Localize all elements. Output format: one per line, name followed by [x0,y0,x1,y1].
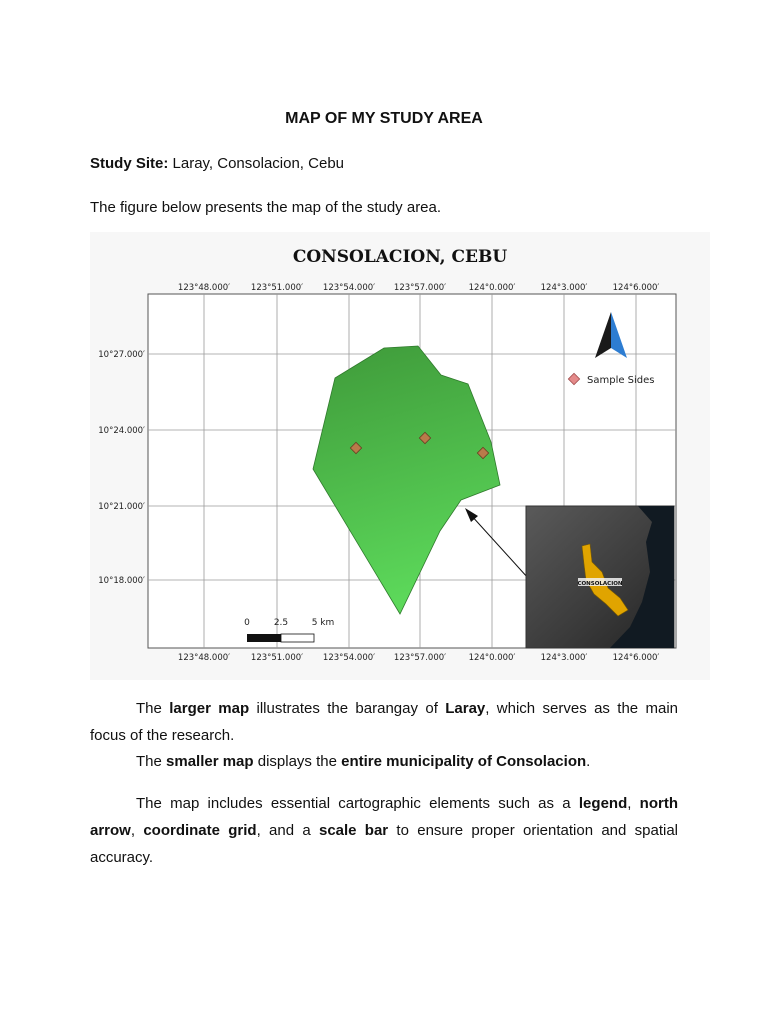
study-site-value: Laray, Consolacion, Cebu [168,155,345,172]
lon-label-top: 123°57.000′ [393,283,447,293]
lon-label-bottom: 124°3.000′ [540,653,588,663]
scale-tick-label: 5 km [311,618,335,628]
lon-label-top: 123°51.000′ [250,283,304,293]
text-run: , [130,822,144,839]
text-run: . [586,753,591,770]
scale-tick-label: 0 [244,618,250,628]
legend-label: Sample Sides [587,375,655,386]
lon-label-bottom: 123°48.000′ [177,653,231,663]
study-area-map-figure [90,232,710,680]
text-run: displays the [253,753,342,770]
lon-label-bottom: 124°6.000′ [612,653,660,663]
scale-tick-label: 2.5 [273,618,289,628]
lon-label-top: 124°3.000′ [540,283,588,293]
lon-label-bottom: 123°57.000′ [393,653,447,663]
paragraph-cartographic-elements [90,790,678,871]
text-run: The [136,700,170,717]
lon-label-top: 124°6.000′ [612,283,660,293]
lat-label: 10°21.000′ [98,502,145,512]
lat-label: 10°18.000′ [98,576,145,586]
text-run: , [627,795,640,812]
inset-label: CONSOLACION [577,581,623,587]
lon-label-bottom: 124°0.000′ [468,653,516,663]
lon-label-top: 124°0.000′ [468,283,516,293]
bold-run: legend [578,795,628,812]
text-run: The map includes essential cartographic elements such as a [136,795,579,812]
paragraph-larger-map [90,695,678,749]
intro-text: The figure below presents the map of the study area. [90,199,442,216]
text-run: to ensure proper orientation and spatial accuracy. [90,822,678,866]
bold-run: Laray [445,700,486,717]
bold-run: smaller map [166,753,254,770]
lon-label-bottom: 123°54.000′ [322,653,376,663]
text-run: The [136,753,167,770]
study-site-line [90,155,344,172]
bold-run: north arrow [90,795,678,839]
map-title: CONSOLACION, CEBU [292,247,508,267]
bold-run: entire municipality of Consolacion [341,753,587,770]
text-run: , which serves as the main focus of the research. [90,700,679,744]
lat-label: 10°27.000′ [98,350,145,360]
bold-run: coordinate grid [143,822,257,839]
lon-label-top: 123°48.000′ [177,283,231,293]
map-svg [90,232,710,680]
page-title: MAP OF MY STUDY AREA [285,110,483,127]
bold-run: scale bar [318,822,389,839]
lat-label: 10°24.000′ [98,426,145,436]
lon-label-top: 123°54.000′ [322,283,376,293]
text-run: , and a [256,822,319,839]
paragraph-smaller-map [90,748,678,775]
text-run: illustrates the barangay of [249,700,446,717]
lon-label-bottom: 123°51.000′ [250,653,304,663]
inset-map [526,506,674,648]
bold-run: larger map [169,700,250,717]
study-site-label: Study Site: [90,155,169,172]
